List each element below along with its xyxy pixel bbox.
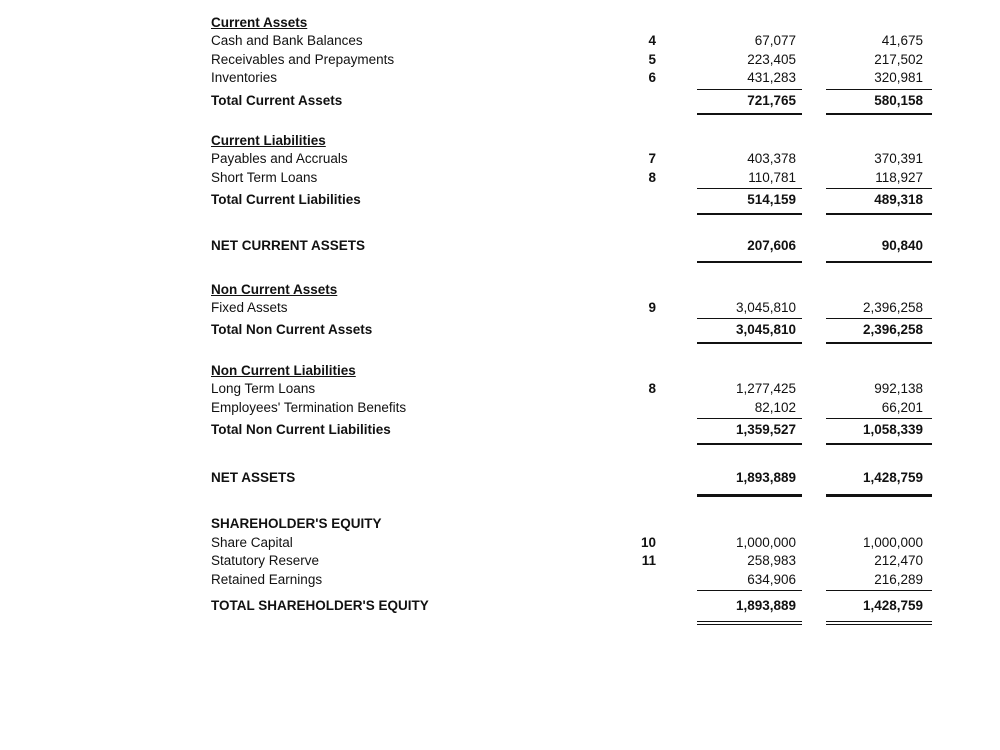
row-value-current: 258,983: [747, 553, 796, 568]
table-row: [0, 51, 1000, 69]
total-rule: [697, 113, 802, 115]
subtotal-rule: [697, 318, 802, 319]
total-rule: [826, 213, 932, 215]
section-title: Current Liabilities: [211, 133, 326, 148]
total-row: [0, 421, 1000, 439]
double-rule-bottom: [697, 624, 802, 625]
net-assets-rule: [826, 494, 932, 497]
total-value-current: 1,893,889: [735, 470, 796, 485]
subtotal-rule: [826, 318, 932, 319]
total-label: TOTAL SHAREHOLDER'S EQUITY: [211, 598, 429, 613]
section-title: Non Current Liabilities: [211, 363, 356, 378]
section-title: Current Assets: [211, 15, 308, 30]
subtotal-rule: [697, 89, 802, 90]
net-current-assets-row: [0, 237, 1000, 255]
row-label: Inventories: [211, 70, 278, 85]
table-row: [0, 169, 1000, 187]
row-note: 7: [648, 151, 656, 166]
section-header-non-current-liabilities: [0, 362, 1000, 380]
total-value-prior: 489,318: [874, 192, 923, 207]
total-rule: [697, 213, 802, 215]
total-value-prior: 1,428,759: [862, 470, 923, 485]
row-value-prior: 1,000,000: [862, 535, 923, 550]
total-value-current: 514,159: [747, 192, 796, 207]
row-note: 11: [641, 553, 656, 568]
table-row: [0, 32, 1000, 50]
total-rule: [697, 443, 802, 445]
double-rule-top: [697, 621, 802, 622]
table-row: [0, 299, 1000, 317]
total-value-prior: 90,840: [881, 238, 923, 253]
section-header-equity: [0, 515, 1000, 533]
total-value-current: 3,045,810: [735, 322, 796, 337]
table-row: [0, 571, 1000, 589]
section-header-current-assets: [0, 14, 1000, 32]
row-value-prior: 216,289: [874, 572, 923, 587]
table-row: [0, 534, 1000, 552]
total-value-prior: 580,158: [874, 93, 923, 108]
total-value-current: 207,606: [747, 238, 796, 253]
total-row: [0, 92, 1000, 110]
total-rule: [826, 113, 932, 115]
total-label: Total Non Current Liabilities: [211, 422, 391, 437]
row-value-prior: 118,927: [875, 170, 923, 185]
row-note: 5: [648, 52, 656, 67]
total-row: [0, 597, 1000, 615]
total-rule: [697, 261, 802, 263]
row-value-current: 403,378: [747, 151, 796, 166]
row-value-prior: 217,502: [874, 52, 923, 67]
row-label: Long Term Loans: [211, 381, 316, 396]
total-value-current: 1,359,527: [735, 422, 796, 437]
row-value-current: 67,077: [754, 33, 796, 48]
net-assets-rule: [697, 494, 802, 497]
section-header-non-current-assets: [0, 281, 1000, 299]
row-value-current: 1,000,000: [735, 535, 796, 550]
subtotal-rule: [826, 188, 932, 189]
total-value-prior: 2,396,258: [862, 322, 923, 337]
row-value-current: 3,045,810: [735, 300, 796, 315]
row-value-prior: 2,396,258: [862, 300, 923, 315]
section-header-current-liabilities: [0, 132, 1000, 150]
row-value-current: 634,906: [747, 572, 796, 587]
total-value-prior: 1,058,339: [862, 422, 923, 437]
total-label: NET CURRENT ASSETS: [211, 238, 366, 253]
table-row: [0, 399, 1000, 417]
row-label: Share Capital: [211, 535, 293, 550]
row-value-current: 82,102: [754, 400, 796, 415]
row-label: Fixed Assets: [211, 300, 288, 315]
total-rule: [826, 443, 932, 445]
row-value-current: 1,277,425: [735, 381, 796, 396]
total-label: Total Current Assets: [211, 93, 343, 108]
total-value-current: 1,893,889: [735, 598, 796, 613]
total-label: NET ASSETS: [211, 470, 296, 485]
total-rule: [826, 342, 932, 344]
row-value-current: 431,283: [747, 70, 796, 85]
total-rule: [826, 261, 932, 263]
subtotal-rule: [826, 418, 932, 419]
table-row: [0, 552, 1000, 570]
row-value-current: 223,405: [747, 52, 796, 67]
row-note: 9: [648, 300, 656, 315]
row-value-prior: 370,391: [874, 151, 923, 166]
table-row: [0, 69, 1000, 87]
row-label: Cash and Bank Balances: [211, 33, 363, 48]
row-note: 4: [648, 33, 656, 48]
row-label: Statutory Reserve: [211, 553, 320, 568]
subtotal-rule: [826, 89, 932, 90]
total-row: [0, 191, 1000, 209]
subtotal-rule: [826, 590, 932, 591]
total-rule: [697, 342, 802, 344]
total-value-prior: 1,428,759: [862, 598, 923, 613]
row-value-current: 110,781: [748, 170, 796, 185]
row-value-prior: 992,138: [874, 381, 923, 396]
row-label: Payables and Accruals: [211, 151, 348, 166]
row-note: 10: [640, 535, 656, 550]
double-rule-bottom: [826, 624, 932, 625]
table-row: [0, 380, 1000, 398]
total-label: Total Current Liabilities: [211, 192, 361, 207]
section-title: SHAREHOLDER'S EQUITY: [211, 516, 382, 531]
section-title: Non Current Assets: [211, 282, 338, 297]
row-note: 8: [648, 381, 656, 396]
net-assets-row: [0, 469, 1000, 487]
row-note: 6: [648, 70, 656, 85]
row-value-prior: 320,981: [874, 70, 923, 85]
row-label: Short Term Loans: [211, 170, 318, 185]
row-value-prior: 212,470: [874, 553, 923, 568]
subtotal-rule: [697, 418, 802, 419]
row-label: Retained Earnings: [211, 572, 323, 587]
double-rule-top: [826, 621, 932, 622]
total-value-current: 721,765: [747, 93, 796, 108]
total-row: [0, 321, 1000, 339]
row-label: Employees' Termination Benefits: [211, 400, 407, 415]
row-label: Receivables and Prepayments: [211, 52, 395, 67]
row-value-prior: 41,675: [881, 33, 923, 48]
row-note: 8: [648, 170, 656, 185]
table-row: [0, 150, 1000, 168]
subtotal-rule: [697, 188, 802, 189]
total-label: Total Non Current Assets: [211, 322, 373, 337]
subtotal-rule: [697, 590, 802, 591]
row-value-prior: 66,201: [881, 400, 923, 415]
